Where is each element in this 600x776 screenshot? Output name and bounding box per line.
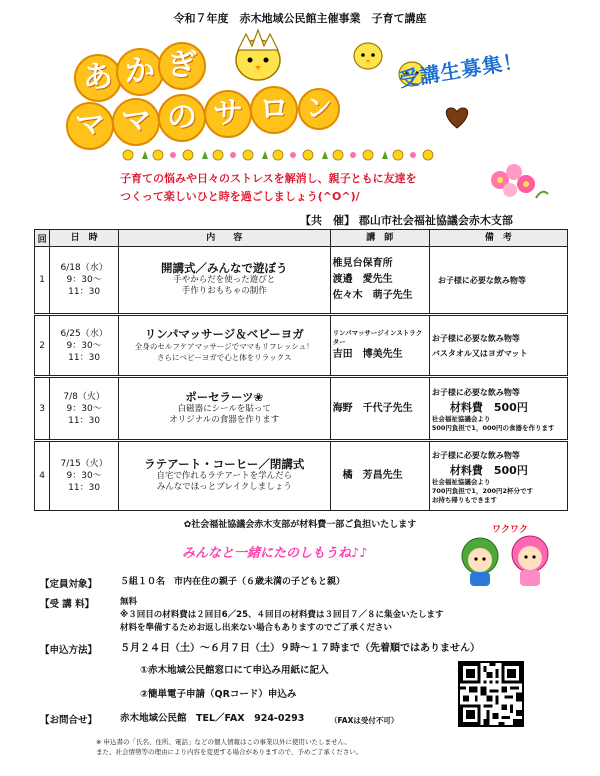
session-description: みんなでほっとブレイクしましょう bbox=[156, 482, 292, 492]
note-line: お子様に必要な飲み物等 bbox=[431, 450, 520, 460]
session-description: 手やからだを使った遊びと bbox=[173, 275, 276, 285]
flower-illustration bbox=[480, 158, 550, 206]
session-description: 手作りおもちゃの制作 bbox=[181, 286, 267, 296]
session-date bbox=[50, 247, 119, 315]
session-notes bbox=[429, 247, 567, 315]
instructor-name: 吉田 博美先生 bbox=[332, 348, 403, 360]
fee-line: ※３回目の材料費は２回目6／25、４回目の材料費は３回目７／８に集金いたします bbox=[120, 610, 444, 620]
table-header-row bbox=[35, 230, 568, 247]
intro-line: つくって楽しいひと時を過ごしましょう(^O^)/ bbox=[120, 190, 360, 203]
fee-note: 700円負担で1，200円2杯分です bbox=[431, 486, 534, 495]
time-end: 11：30 bbox=[68, 483, 101, 493]
instructor-name: 海野 千代子先生 bbox=[332, 402, 413, 414]
time-start: 9：30～ bbox=[66, 403, 102, 414]
column-header: 講 師 bbox=[330, 230, 429, 247]
session-number: 3 bbox=[35, 377, 50, 441]
capacity-text: ５組１０名 市内在住の親子（６歳未満の子どもと親） bbox=[120, 577, 346, 587]
date: 6/25（水） bbox=[60, 328, 108, 339]
session-notes bbox=[429, 441, 567, 511]
column-header: 日 時 bbox=[50, 230, 119, 247]
date: 7/8（火） bbox=[63, 391, 105, 402]
title-char: の bbox=[158, 94, 206, 142]
event-header: 令和７年度 赤木地域公民館主催事業 子育て講座 bbox=[173, 12, 427, 25]
session-content bbox=[118, 441, 330, 511]
fee-line: 材料を準備するためお返し出来ない場合もありますのでご了承ください bbox=[120, 623, 393, 633]
session-number: 2 bbox=[35, 315, 50, 377]
fee-label: 【受 講 料】 bbox=[40, 599, 95, 610]
session-notes bbox=[429, 315, 567, 377]
session-title: ポーセラーツ❀ bbox=[185, 389, 264, 404]
title-char: マ bbox=[112, 98, 160, 146]
fee-line: 無料 bbox=[120, 597, 138, 607]
session-date bbox=[50, 441, 119, 511]
fee-note: お持ち帰りもできます bbox=[431, 495, 497, 504]
privacy-footnote bbox=[96, 737, 362, 757]
apply-option-online: ②簡単電子申請（QRコード）申込み bbox=[140, 689, 297, 700]
fee-note: 500円負担で1，000円の食器を作ります bbox=[431, 423, 555, 432]
session-notes bbox=[429, 377, 567, 441]
session-content bbox=[118, 247, 330, 315]
instructor bbox=[330, 441, 429, 511]
column-header: 回 bbox=[35, 230, 50, 247]
title-char: ロ bbox=[250, 86, 298, 134]
material-fee: 材料費 500円 bbox=[449, 463, 528, 477]
table-row bbox=[35, 247, 568, 315]
time-start: 9：30～ bbox=[66, 340, 102, 351]
session-description: 白磁器にシールを貼って bbox=[177, 403, 271, 414]
chick-illustration bbox=[348, 34, 388, 74]
instructor-name: 渡邉 愛先生 bbox=[332, 274, 393, 285]
title-char: ン bbox=[298, 88, 340, 130]
session-title: リンパマッサージ＆ベビーヨガ bbox=[144, 326, 304, 341]
instructor-name: 佐々木 萌子先生 bbox=[332, 290, 413, 301]
fee-note: 社会福祉協議会より bbox=[431, 477, 491, 486]
session-content bbox=[118, 315, 330, 377]
contact-note: （FAXは受付不可） bbox=[330, 716, 399, 725]
tagline: みんなと一緒にたのしもうね♪♪ bbox=[182, 546, 368, 561]
fee-text bbox=[120, 596, 444, 635]
time-end: 11：30 bbox=[68, 352, 101, 363]
instructor bbox=[330, 315, 429, 377]
instructor bbox=[330, 247, 429, 315]
time-end: 11：30 bbox=[68, 287, 101, 297]
apply-period: ５月２４日（土）～６月７日（土）９時～１７時まで（先着順ではありません） bbox=[120, 643, 480, 654]
session-title: ラテアート・コーヒー／閉講式 bbox=[144, 457, 305, 471]
instructor-name: 椎見台保育所 bbox=[332, 258, 393, 269]
time-start: 9：30～ bbox=[66, 275, 102, 285]
date: 6/18（水） bbox=[60, 263, 108, 273]
session-date bbox=[50, 377, 119, 441]
qr-code[interactable] bbox=[458, 661, 524, 727]
instructor-name: 橘 芳昌先生 bbox=[342, 470, 403, 481]
session-content bbox=[118, 377, 330, 441]
title-char: か bbox=[116, 48, 164, 96]
mascot-text: ワクワク bbox=[492, 525, 529, 535]
title-char: サ bbox=[204, 90, 252, 138]
footnote-line: また、社会情勢等の理由により内容を変更する場合がありますので、予めご了承ください。 bbox=[96, 748, 363, 756]
date: 7/15（火） bbox=[60, 459, 108, 469]
title-char: ぎ bbox=[158, 42, 206, 90]
title-char: あ bbox=[74, 54, 122, 102]
chick-row-decoration bbox=[118, 145, 438, 163]
session-date bbox=[50, 315, 119, 377]
footnote-line: ※ 申込書の「氏名、住所、電話」などの個人情報はこの事業以外に使用いたしません。 bbox=[96, 738, 351, 746]
column-header: 備 考 bbox=[429, 230, 567, 247]
session-number: 1 bbox=[35, 247, 50, 315]
column-header: 内 容 bbox=[118, 230, 330, 247]
heart-icon bbox=[442, 104, 472, 130]
session-description: 自宅で作れるラテアートを学んだら bbox=[156, 471, 293, 481]
time-start: 9：30～ bbox=[66, 471, 102, 481]
table-row bbox=[35, 315, 568, 377]
title-char: マ bbox=[66, 102, 114, 150]
session-description: 全身のセルフケアマッサージでママもリフレッシュ！ bbox=[134, 341, 314, 351]
session-description: さらにベビーヨガで心と体をリラックス bbox=[157, 352, 292, 362]
table-row bbox=[35, 377, 568, 441]
time-end: 11：30 bbox=[68, 415, 101, 426]
contact-label: 【お問合せ】 bbox=[40, 715, 98, 726]
intro-line: 子育ての悩みや日々のストレスを解消し、親子ともに友達を bbox=[120, 172, 417, 185]
apply-label: 【申込方法】 bbox=[40, 645, 98, 656]
note-line: お子様に必要な飲み物等 bbox=[431, 333, 520, 343]
apply-option-window: ①赤木地域公民館窓口にて申込み用紙に記入 bbox=[140, 665, 329, 676]
fee-note: 社会福祉協議会より bbox=[431, 414, 491, 423]
instructor bbox=[330, 377, 429, 441]
mascot-illustration bbox=[452, 522, 562, 588]
intro-text bbox=[120, 170, 450, 206]
session-number: 4 bbox=[35, 441, 50, 511]
table-row bbox=[35, 441, 568, 511]
note-line: バスタオル又はヨガマット bbox=[431, 348, 528, 358]
material-cost-note: ✿社会福祉協議会赤木支部が材料費一部ご負担いたします bbox=[183, 520, 417, 530]
session-description: オリジナルの食器を作ります bbox=[169, 414, 280, 425]
material-fee: 材料費 500円 bbox=[449, 400, 528, 414]
contact-text: 赤木地域公民館 TEL／FAX 924-0293 bbox=[120, 713, 305, 724]
note-line: お子様に必要な飲み物等 bbox=[431, 387, 520, 397]
note-line: お子様に必要な飲み物等 bbox=[437, 275, 526, 285]
session-title: 開講式／みんなで遊ぼう bbox=[161, 261, 288, 275]
instructor-role: リンパマッサージインストラクター bbox=[332, 328, 423, 346]
cosponsor: 【共 催】 郡山市社会福祉協議会赤木支部 bbox=[300, 214, 513, 227]
capacity-label: 【定員対象】 bbox=[40, 579, 98, 590]
schedule-table bbox=[34, 229, 568, 511]
chick-illustration bbox=[228, 24, 288, 84]
recruit-banner: 受講生募集！ bbox=[397, 48, 526, 92]
